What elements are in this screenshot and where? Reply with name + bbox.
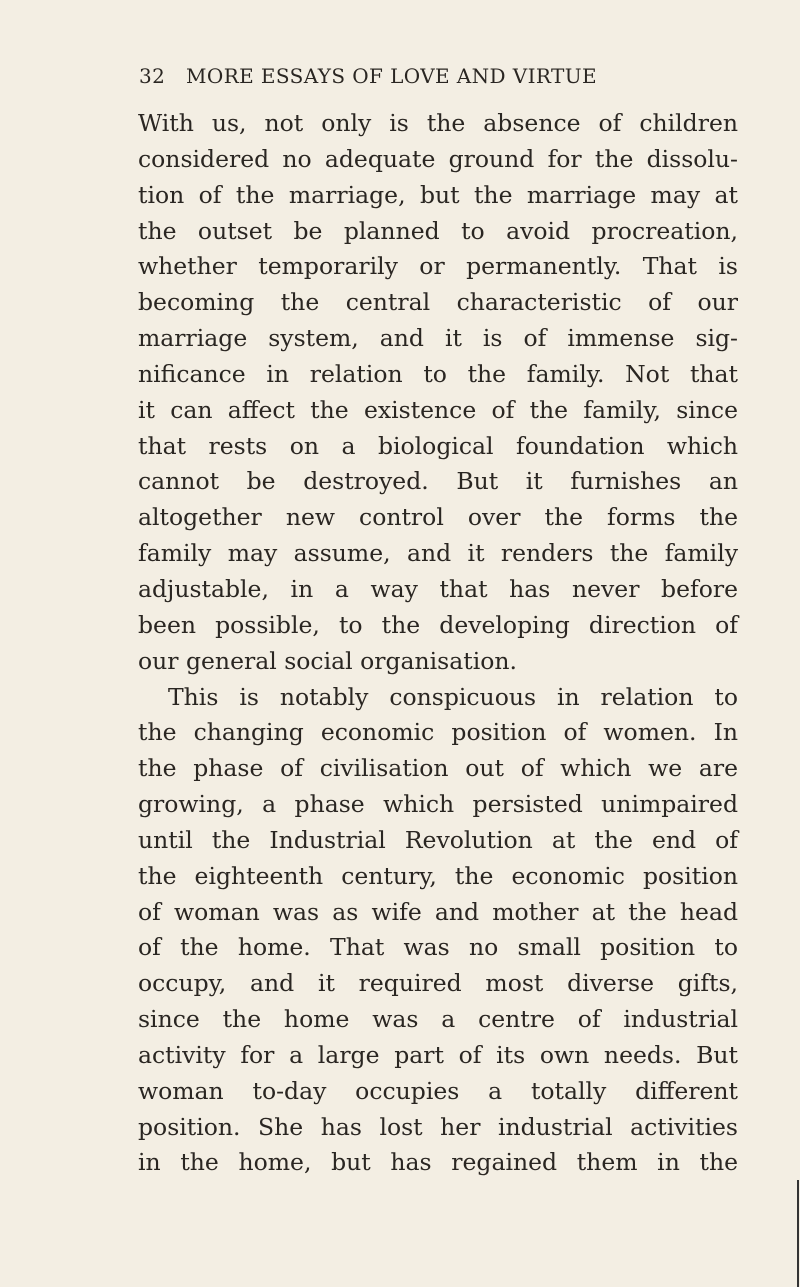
page-number: 32 — [139, 64, 166, 88]
running-title: MORE ESSAYS OF LOVE AND VIRTUE — [186, 64, 597, 88]
text-line: of the home. That was no small position to — [138, 933, 738, 962]
text-line: occupy, and it required most diverse gifts, — [138, 969, 738, 998]
text-line: our general social organisation. — [138, 646, 517, 675]
paragraph — [138, 680, 738, 1182]
text-line: adjustable, in a way that has never before — [138, 574, 738, 603]
body-text — [138, 106, 738, 1181]
text-line: since the home was a centre of industrial — [138, 1005, 738, 1034]
text-line: tion of the marriage, but the marriage may at — [138, 180, 738, 209]
text-line: growing, a phase which persisted unimpaired — [138, 790, 738, 819]
text-line: considered no adequate ground for the dissolu- — [138, 144, 738, 173]
text-line: family may assume, and it renders the family — [138, 539, 738, 568]
text-line: been possible, to the developing direction of — [138, 610, 738, 639]
text-line: cannot be destroyed. But it furnishes an — [138, 467, 738, 496]
text-line: in the home, but has regained them in the — [138, 1148, 738, 1177]
text-line: that rests on a biological foundation which — [138, 431, 738, 460]
text-line: whether temporarily or permanently. That is — [138, 252, 738, 281]
text-line: the phase of civilisation out of which we are — [138, 754, 738, 783]
page-edge-line — [797, 1180, 799, 1287]
text-line: it can affect the existence of the family, since — [138, 395, 738, 424]
text-line: the eighteenth century, the economic position — [138, 861, 738, 890]
text-line: the changing economic position of women. In — [138, 718, 738, 747]
text-line: position. She has lost her industrial activities — [138, 1112, 738, 1141]
text-line: until the Industrial Revolution at the end of — [138, 825, 738, 854]
text-line: altogether new control over the forms the — [138, 503, 738, 532]
text-line: This is notably conspicuous in relation to — [168, 682, 738, 711]
text-line: the outset be planned to avoid procreation, — [138, 216, 738, 245]
text-line: woman to-day occupies a totally different — [138, 1076, 738, 1105]
text-line: marriage system, and it is of immense sig- — [138, 324, 738, 353]
text-line: activity for a large part of its own needs. But — [138, 1040, 738, 1069]
running-head — [139, 64, 739, 94]
paragraph — [138, 106, 738, 680]
text-line: With us, not only is the absence of children — [138, 109, 738, 137]
text-line: nificance in relation to the family. Not that — [138, 359, 738, 388]
text-line: becoming the central characteristic of our — [138, 288, 738, 317]
text-line: of woman was as wife and mother at the head — [138, 897, 738, 926]
